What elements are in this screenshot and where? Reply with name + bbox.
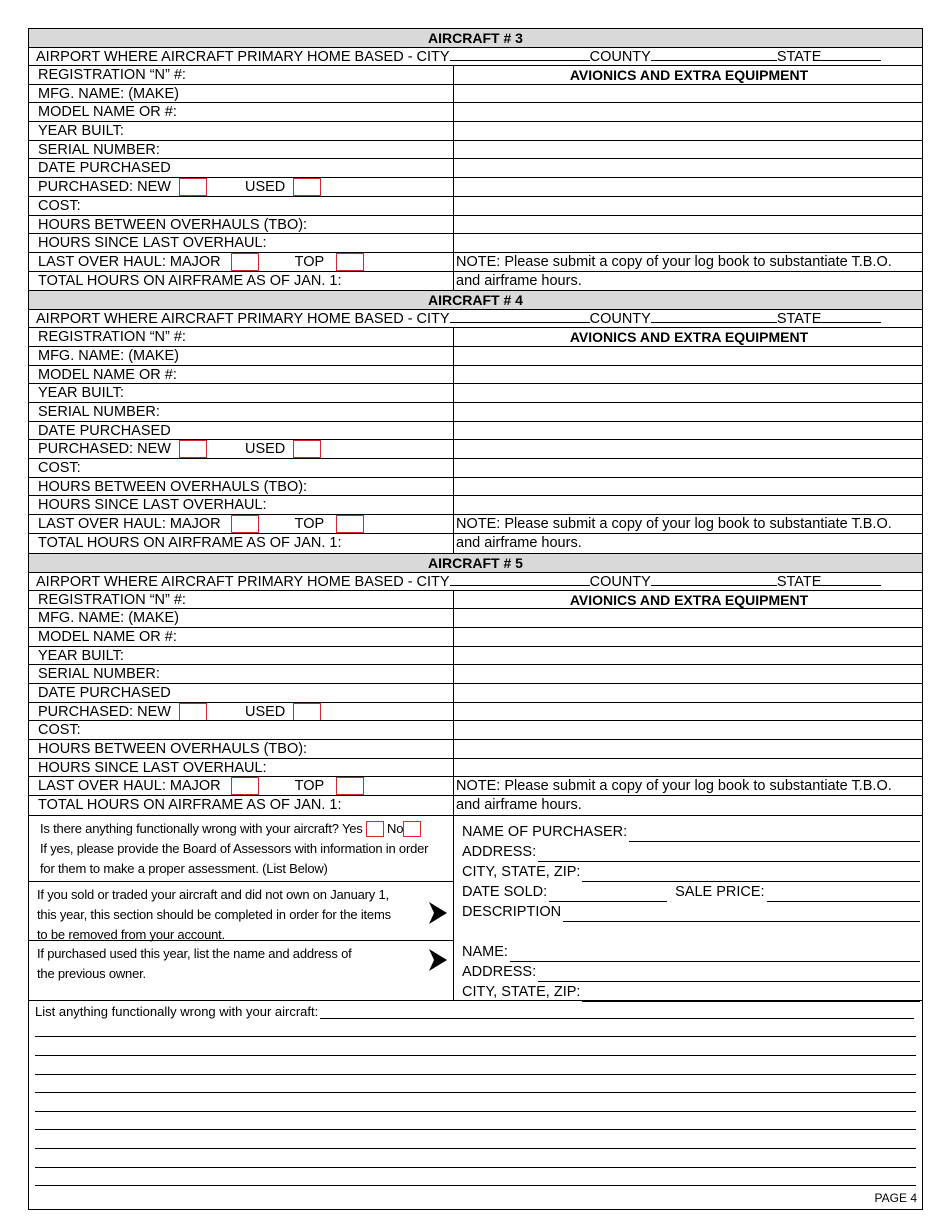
aircraft-fields xyxy=(29,591,454,815)
avionics-line[interactable] xyxy=(454,159,922,178)
avionics-line[interactable] xyxy=(454,684,922,703)
field-model[interactable] xyxy=(29,628,453,647)
state-label: STATE xyxy=(776,311,822,328)
arrow-right-icon xyxy=(429,902,447,924)
functional-list-section xyxy=(29,1001,922,1188)
description-field[interactable]: DESCRIPTION xyxy=(462,902,922,922)
purchased-used-checkbox[interactable] xyxy=(293,703,321,721)
functional-list-field[interactable] xyxy=(35,1003,916,1019)
purchased-new-label: PURCHASED: NEW xyxy=(38,441,171,458)
avionics-line[interactable] xyxy=(454,759,922,778)
avionics-line[interactable] xyxy=(454,178,922,197)
field-year[interactable] xyxy=(29,647,453,666)
avionics-line[interactable] xyxy=(454,103,922,122)
field-serial[interactable] xyxy=(29,665,453,684)
field-mfg[interactable] xyxy=(29,85,453,104)
aircraft-header: AIRCRAFT # 5 xyxy=(29,554,922,573)
functional-no-checkbox[interactable] xyxy=(403,821,421,837)
purchased-used-label: USED xyxy=(244,179,286,196)
form-page xyxy=(28,28,923,1210)
avionics-line[interactable] xyxy=(454,740,922,759)
previous-owner-line-1: If purchased used this year, list the name and address of xyxy=(37,945,352,961)
overhaul-major-checkbox[interactable] xyxy=(231,777,259,795)
note-line-1: NOTE: Please submit a copy of your log book to substantiate T.B.O. xyxy=(454,777,922,796)
purchased-new-label: PURCHASED: NEW xyxy=(38,179,171,196)
avionics-line[interactable] xyxy=(454,647,922,666)
list-line[interactable] xyxy=(35,1168,916,1187)
field-label: MFG. NAME: (MAKE) xyxy=(38,347,179,364)
airport-location-row[interactable] xyxy=(29,48,922,66)
avionics-line[interactable] xyxy=(454,665,922,684)
avionics-line[interactable] xyxy=(454,459,922,478)
avionics-line[interactable] xyxy=(454,440,922,459)
overhaul-major-label: LAST OVER HAUL: MAJOR xyxy=(38,778,221,795)
overhaul-top-label: TOP xyxy=(294,253,324,270)
list-line[interactable] xyxy=(35,1075,916,1094)
previous-owner-line-2: the previous owner. xyxy=(37,965,146,981)
date-sold-field[interactable]: DATE SOLD: SALE PRICE: xyxy=(462,882,922,902)
note-line-1: NOTE: Please submit a copy of your log book to substantiate T.B.O. xyxy=(454,515,922,534)
previous-owner-address-field[interactable]: ADDRESS: xyxy=(462,962,922,982)
field-label: MFG. NAME: (MAKE) xyxy=(38,610,179,627)
aircraft-sections xyxy=(29,29,922,816)
purchased-new-checkbox[interactable] xyxy=(179,178,207,196)
aircraft-header: AIRCRAFT # 4 xyxy=(29,291,922,310)
field-date-purchased[interactable] xyxy=(29,684,453,703)
city-field[interactable] xyxy=(450,48,590,61)
airport-location-row[interactable] xyxy=(29,310,922,328)
avionics-line[interactable] xyxy=(454,721,922,740)
avionics-line[interactable] xyxy=(454,478,922,497)
list-line[interactable] xyxy=(35,1093,916,1112)
field-since[interactable] xyxy=(29,496,453,515)
field-tbo[interactable] xyxy=(29,740,453,759)
county-label: COUNTY xyxy=(589,573,651,590)
field-label: HOURS SINCE LAST OVERHAUL: xyxy=(38,497,267,514)
transfer-fields xyxy=(454,816,922,1000)
list-line[interactable] xyxy=(35,1130,916,1149)
field-label: REGISTRATION “N” #: xyxy=(38,591,186,608)
field-label: HOURS BETWEEN OVERHAULS (TBO): xyxy=(38,216,308,233)
note-line-2: and airframe hours. xyxy=(456,272,582,289)
field-label: COST: xyxy=(38,722,81,739)
sale-price-label: SALE PRICE: xyxy=(675,883,765,900)
field-since[interactable] xyxy=(29,759,453,778)
state-field[interactable] xyxy=(821,48,881,61)
avionics-title: AVIONICS AND EXTRA EQUIPMENT xyxy=(454,328,922,347)
aircraft-header: AIRCRAFT # 3 xyxy=(29,29,922,48)
field-label: SERIAL NUMBER: xyxy=(38,666,160,683)
field-label: DATE PURCHASED xyxy=(38,684,171,701)
avionics-line[interactable] xyxy=(454,216,922,235)
transfer-section xyxy=(29,816,922,1001)
field-label: SERIAL NUMBER: xyxy=(38,404,160,420)
purchased-used-checkbox[interactable] xyxy=(293,440,321,458)
avionics-column xyxy=(454,66,922,290)
avionics-line[interactable] xyxy=(454,366,922,385)
overhaul-top-checkbox[interactable] xyxy=(336,515,364,533)
note-line-2: and airframe hours. xyxy=(456,797,582,814)
aircraft-details xyxy=(29,66,922,291)
field-label: MFG. NAME: (MAKE) xyxy=(38,85,179,102)
overhaul-major-label: LAST OVER HAUL: MAJOR xyxy=(38,253,221,270)
page-number: PAGE 4 xyxy=(874,1191,917,1205)
field-year[interactable] xyxy=(29,384,453,403)
sold-line-1: If you sold or traded your aircraft and did not own on January 1, xyxy=(37,886,389,902)
airport-location-row[interactable] xyxy=(29,573,922,591)
purchased-new-label: PURCHASED: NEW xyxy=(38,703,171,720)
field-label: MODEL NAME OR #: xyxy=(38,104,177,121)
aircraft-section xyxy=(29,29,922,291)
avionics-title: AVIONICS AND EXTRA EQUIPMENT xyxy=(454,66,922,85)
field-label: HOURS BETWEEN OVERHAULS (TBO): xyxy=(38,741,308,757)
purchaser-city-field[interactable]: CITY, STATE, ZIP: xyxy=(462,862,922,882)
functional-yes-checkbox[interactable] xyxy=(366,821,384,837)
field-label: REGISTRATION “N” #: xyxy=(38,67,186,83)
purchased-used-checkbox[interactable] xyxy=(293,178,321,196)
purchased-used-label: USED xyxy=(244,441,286,458)
aircraft-details xyxy=(29,591,922,816)
list-line[interactable] xyxy=(35,1056,916,1075)
list-line[interactable] xyxy=(35,1037,916,1056)
note-line-1: NOTE: Please submit a copy of your log book to substantiate T.B.O. xyxy=(454,253,922,272)
avionics-line[interactable] xyxy=(454,141,922,160)
county-field[interactable] xyxy=(651,48,777,61)
overhaul-major-checkbox[interactable] xyxy=(231,253,259,271)
previous-owner-name-field[interactable]: NAME: xyxy=(462,942,922,962)
county-field[interactable] xyxy=(651,573,777,586)
aircraft-details xyxy=(29,328,922,553)
field-label: MODEL NAME OR #: xyxy=(38,366,177,383)
functional-line-2: If yes, please provide the Board of Assessors with information in order xyxy=(40,840,429,856)
aircraft-fields xyxy=(29,66,454,290)
airport-label: AIRPORT WHERE AIRCRAFT PRIMARY HOME BASED - CITY xyxy=(36,573,450,590)
aircraft-section xyxy=(29,291,922,553)
avionics-line[interactable] xyxy=(454,384,922,403)
avionics-line[interactable] xyxy=(454,197,922,216)
field-label: COST: xyxy=(38,460,81,477)
previous-owner-instructions-box xyxy=(29,941,453,999)
state-label: STATE xyxy=(776,49,822,65)
avionics-line[interactable] xyxy=(454,234,922,253)
field-label: MODEL NAME OR #: xyxy=(38,628,177,645)
avionics-line[interactable] xyxy=(454,347,922,366)
state-field[interactable] xyxy=(821,310,881,323)
note-line-2: and airframe hours. xyxy=(456,534,582,551)
field-label: YEAR BUILT: xyxy=(38,385,124,402)
field-label: REGISTRATION “N” #: xyxy=(38,329,186,346)
field-serial[interactable] xyxy=(29,141,453,160)
avionics-column xyxy=(454,591,922,815)
transfer-instructions xyxy=(29,816,454,1000)
field-tbo[interactable] xyxy=(29,478,453,497)
field-label: COST: xyxy=(38,197,81,214)
county-field[interactable] xyxy=(651,310,777,323)
field-label: TOTAL HOURS ON AIRFRAME AS OF JAN. 1: xyxy=(38,534,342,551)
state-label: STATE xyxy=(776,573,822,590)
field-model[interactable] xyxy=(29,103,453,122)
aircraft-fields xyxy=(29,328,454,552)
previous-owner-city-field[interactable]: CITY, STATE, ZIP: xyxy=(462,982,922,1002)
functional-question: Is there anything functionally wrong with your aircraft? Yes xyxy=(40,820,363,836)
purchased-row xyxy=(29,440,453,459)
functional-question-box xyxy=(29,816,453,882)
aircraft-section xyxy=(29,554,922,816)
airport-label: AIRPORT WHERE AIRCRAFT PRIMARY HOME BASED - CITY xyxy=(36,311,450,328)
sold-instructions-box xyxy=(29,882,453,941)
purchased-row xyxy=(29,178,453,197)
overhaul-major-checkbox[interactable] xyxy=(231,515,259,533)
field-total[interactable] xyxy=(29,796,453,815)
field-label: YEAR BUILT: xyxy=(38,123,124,140)
field-mfg[interactable] xyxy=(29,347,453,366)
field-serial[interactable] xyxy=(29,403,453,422)
overhaul-top-label: TOP xyxy=(294,778,324,795)
state-field[interactable] xyxy=(821,573,881,586)
field-registration[interactable] xyxy=(29,66,453,85)
arrow-right-icon xyxy=(429,949,447,971)
avionics-line[interactable] xyxy=(454,122,922,141)
field-label: HOURS BETWEEN OVERHAULS (TBO): xyxy=(38,478,308,495)
list-line[interactable] xyxy=(35,1019,916,1038)
field-label: TOTAL HOURS ON AIRFRAME AS OF JAN. 1: xyxy=(38,272,342,289)
overhaul-major-label: LAST OVER HAUL: MAJOR xyxy=(38,516,221,533)
field-label: DATE PURCHASED xyxy=(38,422,171,439)
overhaul-top-label: TOP xyxy=(294,516,324,533)
field-cost[interactable] xyxy=(29,197,453,216)
avionics-line[interactable] xyxy=(454,85,922,104)
functional-no-label: No xyxy=(387,820,404,836)
airport-label: AIRPORT WHERE AIRCRAFT PRIMARY HOME BASED - CITY xyxy=(36,49,450,65)
avionics-column xyxy=(454,328,922,552)
overhaul-top-checkbox[interactable] xyxy=(336,253,364,271)
county-label: COUNTY xyxy=(589,49,651,65)
field-total[interactable] xyxy=(29,272,453,291)
field-since[interactable] xyxy=(29,234,453,253)
purchased-used-label: USED xyxy=(244,703,286,720)
field-cost[interactable] xyxy=(29,459,453,478)
functional-list-label: List anything functionally wrong with your aircraft: xyxy=(35,1003,319,1019)
field-cost[interactable] xyxy=(29,721,453,740)
field-registration[interactable] xyxy=(29,591,453,610)
field-date-purchased[interactable] xyxy=(29,422,453,441)
field-year[interactable] xyxy=(29,122,453,141)
purchased-new-checkbox[interactable] xyxy=(179,440,207,458)
field-label: DATE PURCHASED xyxy=(38,160,171,177)
purchaser-name-field[interactable]: NAME OF PURCHASER: xyxy=(462,822,922,842)
list-line[interactable] xyxy=(35,1149,916,1168)
list-line[interactable] xyxy=(35,1112,916,1131)
purchased-new-checkbox[interactable] xyxy=(179,703,207,721)
field-label: YEAR BUILT: xyxy=(38,647,124,664)
county-label: COUNTY xyxy=(589,311,651,328)
field-label: HOURS SINCE LAST OVERHAUL: xyxy=(38,235,267,252)
city-field[interactable] xyxy=(450,310,590,323)
avionics-line[interactable] xyxy=(454,609,922,628)
field-total[interactable] xyxy=(29,534,453,553)
field-label: SERIAL NUMBER: xyxy=(38,141,160,158)
purchaser-address-field[interactable]: ADDRESS: xyxy=(462,842,922,862)
field-mfg[interactable] xyxy=(29,609,453,628)
purchased-row xyxy=(29,703,453,722)
avionics-line[interactable] xyxy=(454,403,922,422)
avionics-line[interactable] xyxy=(454,628,922,647)
sold-line-3: to be removed from your account. xyxy=(37,926,225,942)
sold-line-2: this year, this section should be completed in order for the items xyxy=(37,906,391,922)
overhaul-top-checkbox[interactable] xyxy=(336,777,364,795)
last-overhaul-row xyxy=(29,777,453,796)
last-overhaul-row xyxy=(29,515,453,534)
field-label: HOURS SINCE LAST OVERHAUL: xyxy=(38,759,267,776)
field-registration[interactable] xyxy=(29,328,453,347)
avionics-line[interactable] xyxy=(454,422,922,441)
field-model[interactable] xyxy=(29,366,453,385)
city-field[interactable] xyxy=(450,573,590,586)
last-overhaul-row xyxy=(29,253,453,272)
avionics-line[interactable] xyxy=(454,496,922,515)
functional-line-3: for them to make a proper assessment. (List Below) xyxy=(40,860,328,876)
avionics-title: AVIONICS AND EXTRA EQUIPMENT xyxy=(454,591,922,610)
functional-list-lines[interactable] xyxy=(35,1019,916,1186)
field-label: TOTAL HOURS ON AIRFRAME AS OF JAN. 1: xyxy=(38,797,342,814)
avionics-line[interactable] xyxy=(454,703,922,722)
field-date-purchased[interactable] xyxy=(29,159,453,178)
field-tbo[interactable] xyxy=(29,216,453,235)
